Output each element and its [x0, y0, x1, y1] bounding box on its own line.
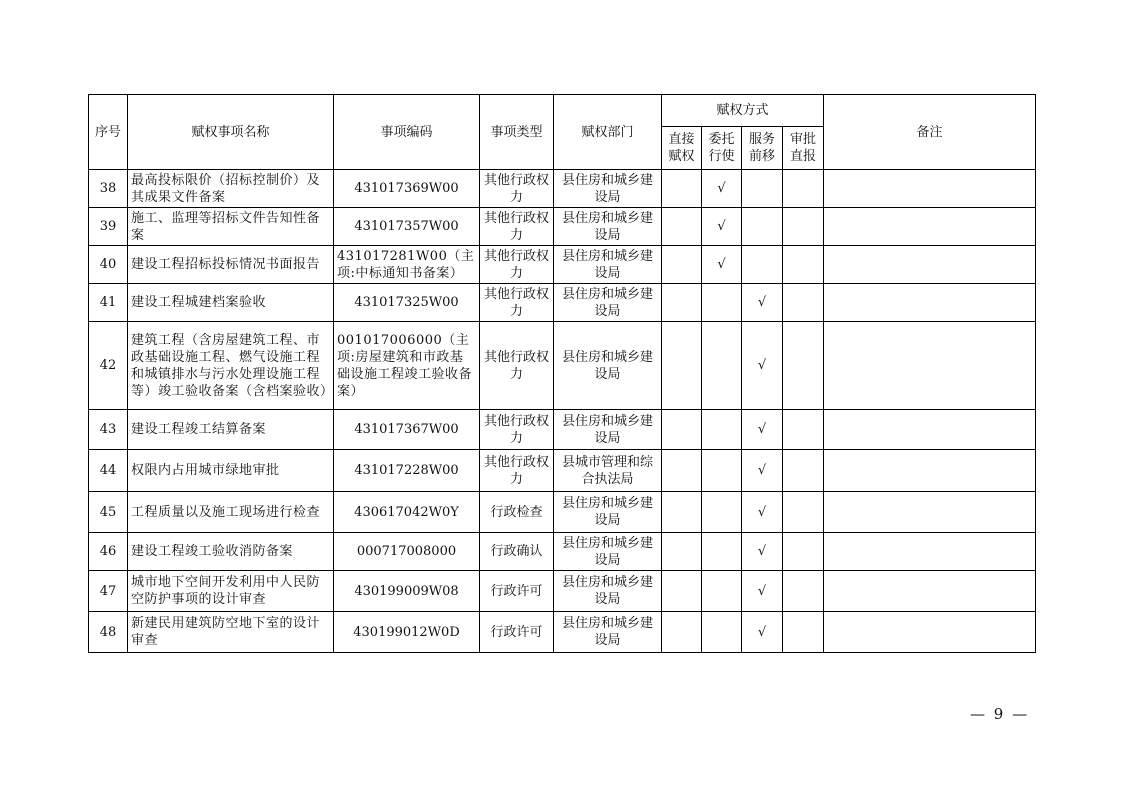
cell-name: 建设工程城建档案验收 [128, 284, 334, 322]
cell-report [783, 170, 824, 208]
header-method-service: 服务前移 [742, 127, 783, 170]
cell-direct [662, 410, 702, 450]
cell-dept: 县住房和城乡建设局 [554, 284, 662, 322]
header-type: 事项类型 [480, 95, 554, 170]
cell-code: 431017228W00 [334, 450, 480, 492]
cell-direct [662, 492, 702, 533]
table-row [89, 322, 1036, 410]
cell-remark [824, 612, 1036, 653]
cell-dept: 县城市管理和综合执法局 [554, 450, 662, 492]
cell-service: √ [742, 571, 783, 612]
cell-seq: 46 [89, 533, 128, 571]
cell-code: 430199012W0D [334, 612, 480, 653]
cell-name: 施工、监理等招标文件告知性备案 [128, 208, 334, 246]
cell-direct [662, 284, 702, 322]
cell-service: √ [742, 533, 783, 571]
table-body [89, 170, 1036, 653]
cell-seq: 47 [89, 571, 128, 612]
cell-direct [662, 246, 702, 284]
cell-code: 431017369W00 [334, 170, 480, 208]
table-row [89, 410, 1036, 450]
cell-code: 430617042W0Y [334, 492, 480, 533]
cell-seq: 39 [89, 208, 128, 246]
cell-report [783, 533, 824, 571]
cell-report [783, 450, 824, 492]
cell-report [783, 612, 824, 653]
cell-name: 新建民用建筑防空地下室的设计审查 [128, 612, 334, 653]
cell-dept: 县住房和城乡建设局 [554, 571, 662, 612]
cell-service: √ [742, 410, 783, 450]
authority-table [88, 94, 1036, 653]
cell-entrust [702, 450, 742, 492]
header-method-report: 审批直报 [783, 127, 824, 170]
cell-remark [824, 450, 1036, 492]
table-row [89, 208, 1036, 246]
cell-dept: 县住房和城乡建设局 [554, 492, 662, 533]
cell-code: 431017357W00 [334, 208, 480, 246]
table-row [89, 612, 1036, 653]
cell-direct [662, 450, 702, 492]
cell-entrust [702, 410, 742, 450]
cell-remark [824, 571, 1036, 612]
cell-type: 行政确认 [480, 533, 554, 571]
cell-name: 最高投标限价（招标控制价）及其成果文件备案 [128, 170, 334, 208]
cell-dept: 县住房和城乡建设局 [554, 322, 662, 410]
cell-service [742, 246, 783, 284]
table-row [89, 492, 1036, 533]
table-row [89, 284, 1036, 322]
cell-code: 000717008000 [334, 533, 480, 571]
cell-direct [662, 208, 702, 246]
cell-code: 431017281W00（主项:中标通知书备案） [334, 246, 480, 284]
header-method: 赋权方式 [662, 95, 824, 127]
cell-name: 城市地下空间开发利用中人民防空防护事项的设计审查 [128, 571, 334, 612]
header-seq: 序号 [89, 95, 128, 170]
cell-direct [662, 533, 702, 571]
table-row [89, 450, 1036, 492]
cell-dept: 县住房和城乡建设局 [554, 533, 662, 571]
cell-remark [824, 533, 1036, 571]
cell-remark [824, 322, 1036, 410]
page-number: — 9 — [970, 705, 1030, 723]
cell-service: √ [742, 450, 783, 492]
cell-seq: 41 [89, 284, 128, 322]
cell-type: 其他行政权力 [480, 410, 554, 450]
header-method-direct: 直接赋权 [662, 127, 702, 170]
cell-type: 其他行政权力 [480, 284, 554, 322]
cell-seq: 42 [89, 322, 128, 410]
cell-type: 其他行政权力 [480, 170, 554, 208]
cell-name: 建设工程竣工结算备案 [128, 410, 334, 450]
cell-dept: 县住房和城乡建设局 [554, 410, 662, 450]
cell-seq: 38 [89, 170, 128, 208]
cell-remark [824, 170, 1036, 208]
cell-entrust [702, 571, 742, 612]
cell-direct [662, 322, 702, 410]
cell-type: 其他行政权力 [480, 322, 554, 410]
header-code: 事项编码 [334, 95, 480, 170]
cell-code: 001017006000（主项:房屋建筑和市政基础设施工程竣工验收备案） [334, 322, 480, 410]
cell-remark [824, 492, 1036, 533]
cell-service: √ [742, 322, 783, 410]
cell-dept: 县住房和城乡建设局 [554, 208, 662, 246]
cell-remark [824, 208, 1036, 246]
cell-name: 权限内占用城市绿地审批 [128, 450, 334, 492]
cell-report [783, 492, 824, 533]
cell-report [783, 322, 824, 410]
header-dept: 赋权部门 [554, 95, 662, 170]
cell-type: 其他行政权力 [480, 208, 554, 246]
cell-type: 其他行政权力 [480, 246, 554, 284]
header-name: 赋权事项名称 [128, 95, 334, 170]
cell-entrust [702, 492, 742, 533]
cell-type: 行政许可 [480, 612, 554, 653]
cell-report [783, 246, 824, 284]
cell-name: 建设工程招标投标情况书面报告 [128, 246, 334, 284]
cell-service: √ [742, 492, 783, 533]
cell-direct [662, 612, 702, 653]
cell-entrust: √ [702, 208, 742, 246]
cell-remark [824, 246, 1036, 284]
cell-service: √ [742, 284, 783, 322]
cell-entrust [702, 533, 742, 571]
cell-entrust [702, 612, 742, 653]
cell-seq: 40 [89, 246, 128, 284]
header-method-entrust: 委托行使 [702, 127, 742, 170]
cell-service [742, 208, 783, 246]
cell-remark [824, 410, 1036, 450]
cell-service [742, 170, 783, 208]
header-remark: 备注 [824, 95, 1036, 170]
cell-dept: 县住房和城乡建设局 [554, 612, 662, 653]
cell-code: 431017367W00 [334, 410, 480, 450]
cell-direct [662, 170, 702, 208]
cell-seq: 43 [89, 410, 128, 450]
table-row [89, 246, 1036, 284]
table-row [89, 571, 1036, 612]
cell-seq: 45 [89, 492, 128, 533]
cell-name: 建筑工程（含房屋建筑工程、市政基础设施工程、燃气设施工程和城镇排水与污水处理设施工程等）竣工验收备案（含档案验收） [128, 322, 334, 410]
cell-remark [824, 284, 1036, 322]
cell-direct [662, 571, 702, 612]
cell-entrust: √ [702, 170, 742, 208]
cell-code: 430199009W08 [334, 571, 480, 612]
cell-entrust [702, 284, 742, 322]
cell-entrust: √ [702, 246, 742, 284]
cell-name: 建设工程竣工验收消防备案 [128, 533, 334, 571]
cell-report [783, 571, 824, 612]
cell-type: 行政许可 [480, 571, 554, 612]
cell-report [783, 208, 824, 246]
cell-report [783, 284, 824, 322]
cell-code: 431017325W00 [334, 284, 480, 322]
cell-dept: 县住房和城乡建设局 [554, 246, 662, 284]
cell-report [783, 410, 824, 450]
cell-service: √ [742, 612, 783, 653]
cell-name: 工程质量以及施工现场进行检查 [128, 492, 334, 533]
table-row [89, 170, 1036, 208]
table-row [89, 533, 1036, 571]
cell-seq: 44 [89, 450, 128, 492]
cell-type: 行政检查 [480, 492, 554, 533]
cell-entrust [702, 322, 742, 410]
cell-type: 其他行政权力 [480, 450, 554, 492]
cell-seq: 48 [89, 612, 128, 653]
cell-dept: 县住房和城乡建设局 [554, 170, 662, 208]
